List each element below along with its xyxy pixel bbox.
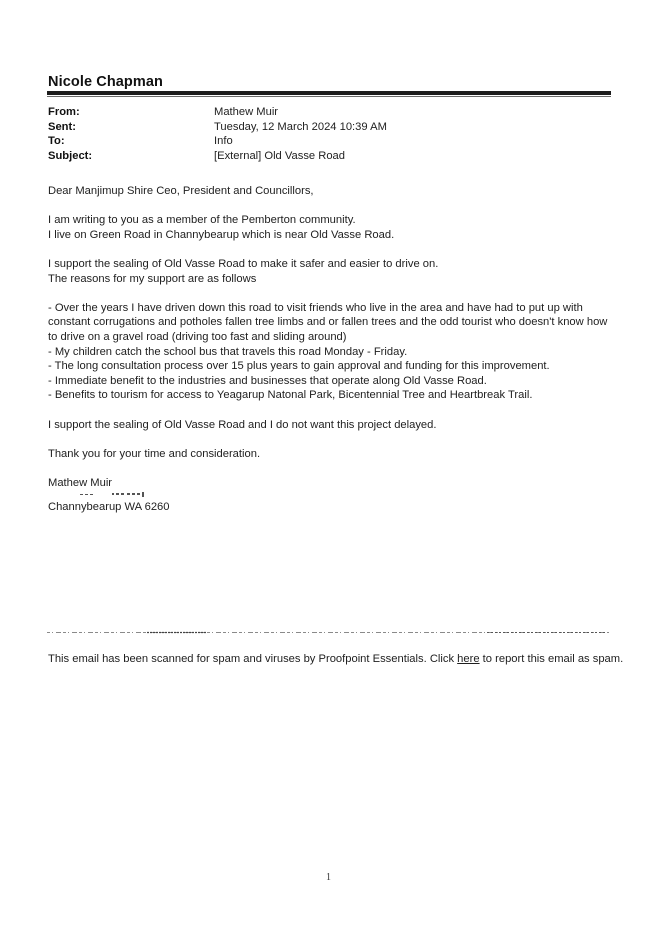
subject-value: [External] Old Vasse Road: [214, 149, 345, 162]
signature-name: Mathew Muir: [48, 476, 113, 489]
from-label: From:: [48, 106, 80, 118]
email-header-fields: [48, 105, 387, 163]
closing-statement: I support the sealing of Old Vasse Road and I do not want this project delayed.: [48, 418, 437, 431]
header-divider: [47, 91, 611, 95]
email-body: [48, 184, 618, 515]
to-value: Info: [214, 135, 233, 148]
reason-item: - Over the years I have driven down this road to visit friends who live in the area and have had to put up with constant corrugations and potholes fallen tree limbs and or fallen trees and the odd tourist who doesn't know how to drive on a gravel road (driving too fast and sliding around): [48, 301, 608, 343]
report-spam-link[interactable]: here: [457, 653, 480, 665]
subject-label: Subject:: [48, 149, 93, 162]
page-number: 1: [326, 872, 331, 883]
sent-row: [48, 120, 387, 135]
sent-value: Tuesday, 12 March 2024 10:39 AM: [214, 120, 387, 133]
from-row: [48, 105, 387, 120]
redacted-address-remnant: [48, 490, 618, 500]
scan-text-after: to report this email as spam.: [479, 653, 624, 665]
footer-separator: [47, 631, 609, 634]
sent-label: Sent:: [48, 120, 76, 133]
reason-item: - Benefits to tourism for access to Yeagarup Natonal Park, Bicentennial Tree and Heartbreak Trail.: [48, 389, 533, 402]
reason-item: - The long consultation process over 15 plus years to gain approval and funding for this improvement.: [48, 360, 550, 373]
signature-location: Channybearup WA 6260: [48, 501, 170, 514]
intro-line-1: I am writing to you as a member of the Pemberton community.: [48, 214, 356, 227]
subject-row: [48, 149, 387, 164]
to-label: To:: [48, 135, 65, 148]
spam-scan-notice: [48, 653, 623, 665]
to-row: [48, 134, 387, 149]
reason-item: - Immediate benefit to the industries and businesses that operate along Old Vasse Road.: [48, 374, 487, 387]
greeting: Dear Manjimup Shire Ceo, President and Councillors,: [48, 185, 314, 197]
from-value: Mathew Muir: [214, 106, 279, 118]
support-line-2: The reasons for my support are as follows: [48, 272, 257, 285]
thanks-line: Thank you for your time and consideration.: [48, 447, 261, 460]
support-line-1: I support the sealing of Old Vasse Road to make it safer and easier to drive on.: [48, 257, 439, 270]
header-divider-thin: [47, 96, 611, 97]
reason-item: - My children catch the school bus that travels this road Monday - Friday.: [48, 345, 408, 358]
scan-text-before: This email has been scanned for spam and viruses by Proofpoint Essentials. Click: [48, 653, 458, 665]
mailbox-owner-name: Nicole Chapman: [48, 74, 164, 90]
intro-line-2: I live on Green Road in Channybearup which is near Old Vasse Road.: [48, 228, 395, 241]
